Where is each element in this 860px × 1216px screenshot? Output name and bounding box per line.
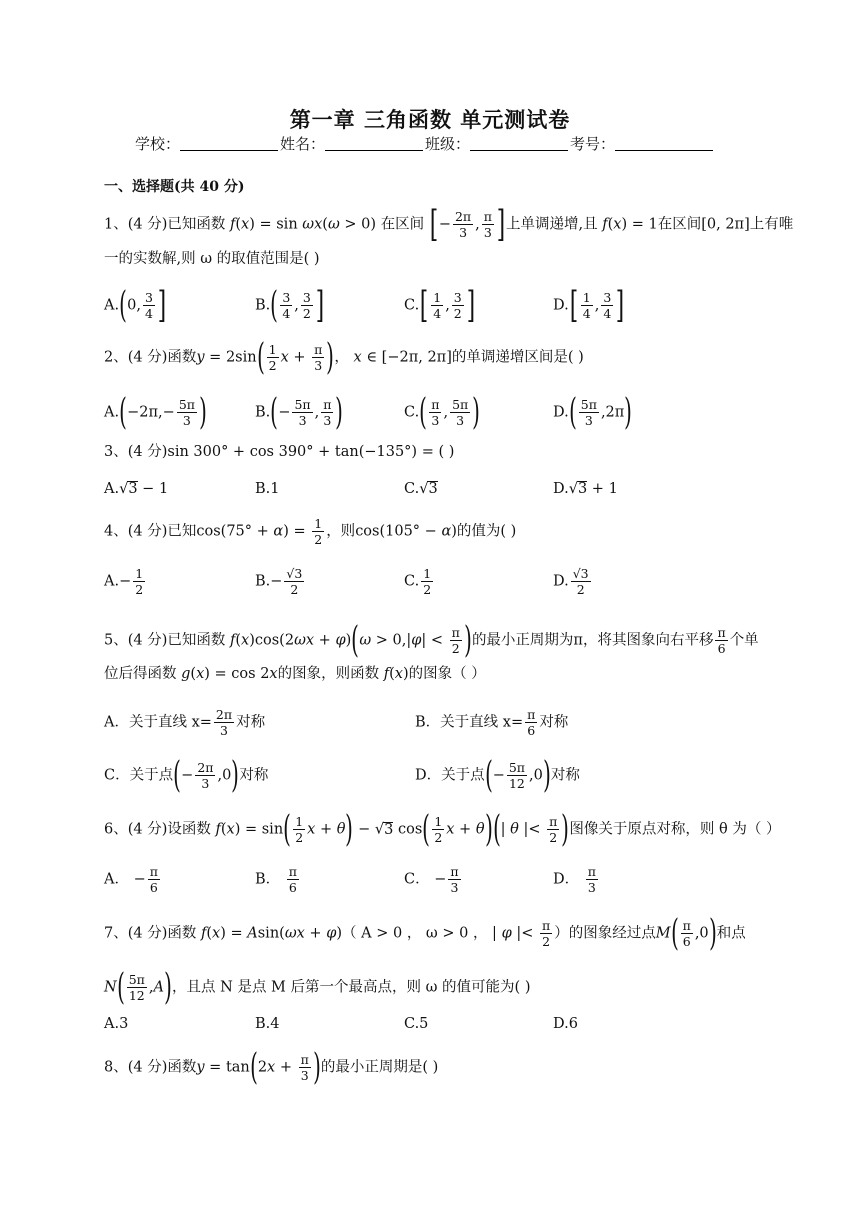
- q4-option-b[interactable]: B.− $\frac{√3}{2}$: [255, 566, 303, 597]
- option-label: A．: [104, 871, 129, 888]
- section-heading: 一、选择题(共 40 分): [104, 179, 245, 195]
- class-blank[interactable]: [470, 136, 568, 151]
- exam-no-blank[interactable]: [615, 136, 713, 151]
- option-label: B.: [255, 297, 271, 314]
- q4-prefix: 4、(4 分)已知: [104, 523, 197, 540]
- q4-option-a[interactable]: A.− $\frac{1}{2}$: [104, 566, 144, 597]
- q1-option-d[interactable]: D.[ $\frac{1}{4}$ , $\frac{3}{4}$ ]: [553, 284, 625, 326]
- q7-option-c[interactable]: C.5: [404, 1016, 429, 1032]
- option-label: C.: [404, 481, 420, 497]
- option-label: D.: [553, 481, 569, 497]
- q7-prefix: 7、(4 分)函数: [104, 925, 197, 942]
- exam-no-label: 考号：: [570, 135, 616, 153]
- q4-mid: ，则: [326, 523, 356, 540]
- option-label: C．: [404, 871, 430, 888]
- option-label: D.: [553, 404, 569, 421]
- q3-option-d[interactable]: D.√3 + 1: [553, 481, 618, 497]
- q2-prefix: 2、(4 分)函数: [104, 349, 197, 366]
- sym-label: 对称: [539, 714, 569, 731]
- q3-prefix: 3、(4 分): [104, 444, 168, 460]
- option-label: D.: [553, 297, 569, 314]
- q6-option-b[interactable]: B． $\frac{\pi}{6}$: [255, 864, 297, 895]
- q5-text: 的最小正周期为π，将其图象向右平移: [471, 632, 714, 649]
- q3-option-b[interactable]: B.1: [255, 481, 280, 497]
- option-label: A.: [104, 481, 120, 497]
- q8-tail: 的最小正周期是( ): [320, 1059, 439, 1076]
- option-label: B．关于直线 x=: [415, 714, 524, 731]
- q7-option-b[interactable]: B.4: [255, 1016, 280, 1032]
- option-label: B．: [255, 871, 281, 888]
- q7-tail2: 和点: [716, 925, 746, 942]
- q6-option-a[interactable]: A． − $\frac{\pi}{6}$: [104, 864, 158, 895]
- option-label: A．关于直线 x=: [104, 714, 212, 731]
- sym-label: 对称: [239, 767, 269, 784]
- question-2: 2、(4 分)函数y = 2sin( $\frac{1}{2}$ x + $\frac{\pi}{3}$ )， x ∈ [−2π, 2π]的单调递增区间是( ): [104, 336, 584, 378]
- question-8: 8、(4 分)函数y = tan(2x + $\frac{\pi}{3}$ )的最小正周期是( ): [104, 1046, 439, 1088]
- option-label: C.: [404, 297, 420, 314]
- q7-option-d[interactable]: D.6: [553, 1016, 578, 1032]
- q4-tail: 的值为( ): [456, 523, 517, 540]
- q3-option-a[interactable]: A.√3 − 1: [104, 481, 169, 497]
- name-label: 姓名：: [280, 135, 326, 153]
- q6-option-c[interactable]: C． − $\frac{\pi}{3}$: [404, 864, 459, 895]
- option-label: D.: [553, 573, 569, 590]
- option-label: C.: [404, 404, 420, 421]
- q5-option-a[interactable]: A．关于直线 x= $\frac{2\pi}{3}$ 对称: [104, 707, 266, 738]
- q1-text-4: 上有唯: [749, 216, 794, 233]
- option-label: B.: [255, 573, 271, 590]
- option-label: B.: [255, 404, 271, 421]
- page-title: 第一章 三角函数 单元测试卷: [289, 107, 571, 132]
- q2-tail: 的单调递增区间是( ): [451, 349, 584, 366]
- q2-option-c[interactable]: C.( $\frac{\pi}{3}$ , $\frac{5\pi}{3}$ ): [404, 391, 481, 433]
- q6-option-d[interactable]: D． $\frac{\pi}{3}$: [553, 864, 596, 895]
- question-5: 5、(4 分)已知函数 f(x)cos(2ωx + φ)(ω > 0,|φ| < $\frac{\pi}{2}$ )的最小正周期为π，将其图象向右平移 $\frac{\pi}{6}$ 个单: [104, 619, 759, 661]
- q1-text-3: 在区间: [657, 216, 702, 233]
- option-label: A.: [104, 404, 120, 421]
- student-info-row: [135, 133, 715, 154]
- q4-option-d[interactable]: D. $\frac{√3}{2}$: [553, 566, 589, 597]
- q7-cond: （ A > 0 ， ω > 0 ，: [342, 925, 488, 942]
- q7-tail1: ）的图象经过点: [554, 925, 656, 942]
- question-7: 7、(4 分)函数 f(x) = Asin(ωx + φ)（ A > 0 ， ω > 0 ， | φ |< $\frac{\pi}{2}$ ）的图象经过点M( $\frac{\pi}{6}$ ,0)和点: [104, 912, 746, 954]
- option-label: C.: [404, 573, 420, 590]
- q7-option-a[interactable]: A.3: [104, 1016, 129, 1032]
- q5-option-c[interactable]: C．关于点(− $\frac{2\pi}{3}$ ,0)对称: [104, 754, 269, 796]
- q5-line2b: 的图象，则函数: [277, 666, 380, 682]
- option-label: A.: [104, 573, 120, 590]
- q1-option-c[interactable]: C.[ $\frac{1}{4}$ , $\frac{3}{2}$ ]: [404, 284, 475, 326]
- q1-prefix: 1、(4 分)已知函数: [104, 216, 226, 233]
- q1-option-a[interactable]: A.(0, $\frac{3}{4}$ ]: [104, 284, 167, 326]
- question-7-line2: N( $\frac{5\pi}{12}$ ,A)，且点 N 是点 M 后第一个最高点，则 ω 的值可能为( ): [104, 966, 531, 1008]
- q5-option-d[interactable]: D．关于点(− $\frac{5\pi}{12}$ ,0)对称: [415, 754, 580, 796]
- q5-line2a: 位后得函数: [104, 666, 177, 682]
- q1-text: 在区间: [380, 216, 425, 233]
- q6-tail: 图像关于原点对称，则 θ 为（ ）: [569, 821, 781, 838]
- q2-option-a[interactable]: A.(−2π,− $\frac{5\pi}{3}$ ): [104, 391, 207, 433]
- q5-prefix: 5、(4 分)已知函数: [104, 632, 226, 649]
- sym-label: 对称: [236, 714, 266, 731]
- option-label: D．: [553, 871, 580, 888]
- question-1: 1、(4 分)已知函数 f(x) = sin ωx(ω > 0) 在区间 [− $\frac{2\pi}{3}$ , $\frac{\pi}{3}$ ]上单调递增,且 f(x) = 1在区间[0, 2π]上有唯: [104, 203, 794, 245]
- option-label: C．关于点: [104, 767, 174, 784]
- question-1-line2: 一的实数解,则 ω 的取值范围是( ): [104, 251, 320, 267]
- question-5-line2: 位后得函数 g(x) = cos 2x的图象，则函数 f(x)的图象（ ）: [104, 666, 486, 682]
- q2-option-b[interactable]: B.(− $\frac{5\pi}{3}$ , $\frac{\pi}{3}$ ): [255, 391, 344, 433]
- sym-label: 对称: [550, 767, 580, 784]
- school-label: 学校：: [135, 135, 181, 153]
- q5-line2c: 的图象（ ）: [408, 666, 486, 682]
- q1-option-b[interactable]: B.( $\frac{3}{4}$ , $\frac{3}{2}$ ]: [255, 284, 325, 326]
- q3-option-c[interactable]: C.√3: [404, 481, 438, 497]
- name-blank[interactable]: [325, 136, 423, 151]
- q5-text-2: 个单: [729, 632, 759, 649]
- question-4: 4、(4 分)已知cos(75° + α) = $\frac{1}{2}$ ，则cos(105° − α)的值为( ): [104, 516, 517, 547]
- q6-prefix: 6、(4 分)设函数: [104, 821, 211, 838]
- q5-option-b[interactable]: B．关于直线 x= $\frac{\pi}{6}$ 对称: [415, 707, 569, 738]
- question-6: 6、(4 分)设函数 f(x) = sin( $\frac{1}{2}$ x + θ) − √3 cos( $\frac{1}{2}$ x + θ)(| θ |< $\frac{\pi}{2}$ )图像关于原点对称，则 θ 为（ ）: [104, 808, 781, 850]
- class-label: 班级：: [425, 135, 471, 153]
- q8-prefix: 8、(4 分)函数: [104, 1059, 197, 1076]
- q4-option-c[interactable]: C. $\frac{1}{2}$: [404, 566, 432, 597]
- question-3: 3、(4 分)sin 300° + cos 390° + tan(−135°) = ( ): [104, 444, 455, 460]
- q2-option-d[interactable]: D.( $\frac{5\pi}{3}$ ,2π): [553, 391, 633, 433]
- option-label: A.: [104, 297, 120, 314]
- option-label: D．关于点: [415, 767, 485, 784]
- q1-text-2: 上单调递增,且: [506, 216, 598, 233]
- school-blank[interactable]: [180, 136, 278, 151]
- q7-line2: ，且点 N 是点 M 后第一个最高点，则 ω 的值可能为( ): [172, 979, 531, 996]
